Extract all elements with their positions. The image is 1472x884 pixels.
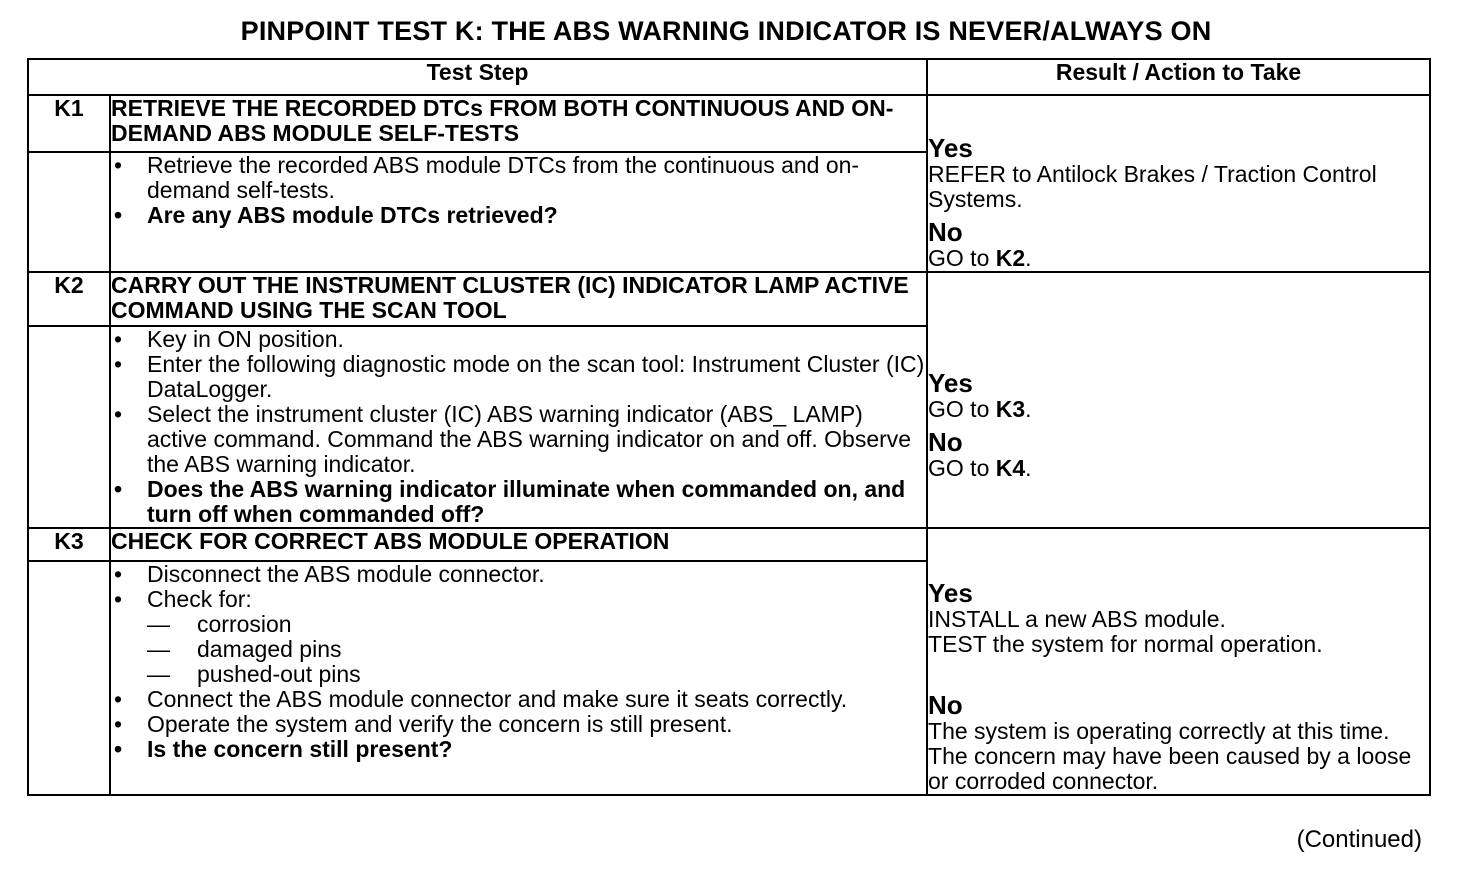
list-item: • Disconnect the ABS module connector. [113,560,545,587]
yes-label: Yes [928,578,973,608]
step-id: K1 [28,95,110,152]
step-title: RETRIEVE THE RECORDED DTCs FROM BOTH CONTINUOUS AND ON-DEMAND ABS MODULE SELF-TESTS [110,95,927,152]
step-title: CHECK FOR CORRECT ABS MODULE OPERATION [110,528,927,561]
step-title: CARRY OUT THE INSTRUMENT CLUSTER (IC) INDICATOR LAMP ACTIVE COMMAND USING THE SCAN TOOL [110,272,927,326]
step-instructions [110,152,927,272]
list-item: • Retrieve the recorded ABS module DTCs from the continuous and on-demand self-tests. [113,151,860,203]
step-question: • Does the ABS warning indicator illuminate when commanded on, and turn off when commanded off? [113,476,906,527]
list-item: • Connect the ABS module connector and make sure it seats correctly. [113,685,848,712]
list-item: • Operate the system and verify the concern is still present. [113,710,733,737]
no-label: No [928,690,963,720]
list-item: • Select the instrument cluster (IC) ABS warning indicator (ABS_ LAMP) active command. Command the ABS warning indicator on and off. Observe the ABS warning indicator. [113,401,912,477]
yes-action: GO to K3. [928,396,1032,422]
pinpoint-test-table [27,58,1431,796]
step-k1-title-row [28,95,1430,152]
step-k1-result [927,95,1430,272]
yes-label: Yes [928,133,973,163]
continued-note: (Continued) [1296,826,1422,853]
sub-item: — pushed-out pins [147,660,361,687]
header-row [28,59,1430,95]
step-k3-title-row [28,528,1430,561]
step-id: K2 [28,272,110,326]
no-action: GO to K4. [928,455,1032,481]
yes-label: Yes [928,368,973,398]
step-k2-result [927,272,1430,528]
no-action: The system is operating correctly at this time. The concern may have been caused by a loose or corroded connector. [928,718,1412,794]
step-id: K3 [28,528,110,561]
step-question: • Are any ABS module DTCs retrieved? [113,201,558,228]
sub-item: — corrosion [147,610,292,637]
list-item: • Key in ON position. [113,326,344,352]
no-label: No [928,217,963,247]
list-item: • Check for: — corrosion — damaged pins — pushed-out pins [111,587,926,687]
test-step-header: Test Step [28,59,927,95]
yes-action: INSTALL a new ABS module. [928,606,1226,632]
result-header: Result / Action to Take [927,59,1430,95]
yes-action: TEST the system for normal operation. [928,631,1323,657]
step-question: • Is the concern still present? [113,735,453,762]
list-item: • Enter the following diagnostic mode on the scan tool: Instrument Cluster (IC) DataLogger. [113,351,925,402]
step-instructions [110,561,927,795]
no-action: GO to K2. [928,245,1032,271]
sub-item: — damaged pins [147,635,342,662]
step-instructions [110,326,927,528]
step-k3-result [927,528,1430,795]
page-title: PINPOINT TEST K: THE ABS WARNING INDICATOR IS NEVER/ALWAYS ON [240,16,1212,46]
yes-action: REFER to Antilock Brakes / Traction Control Systems. [928,161,1377,212]
step-k2-title-row [28,272,1430,326]
no-label: No [928,427,963,457]
